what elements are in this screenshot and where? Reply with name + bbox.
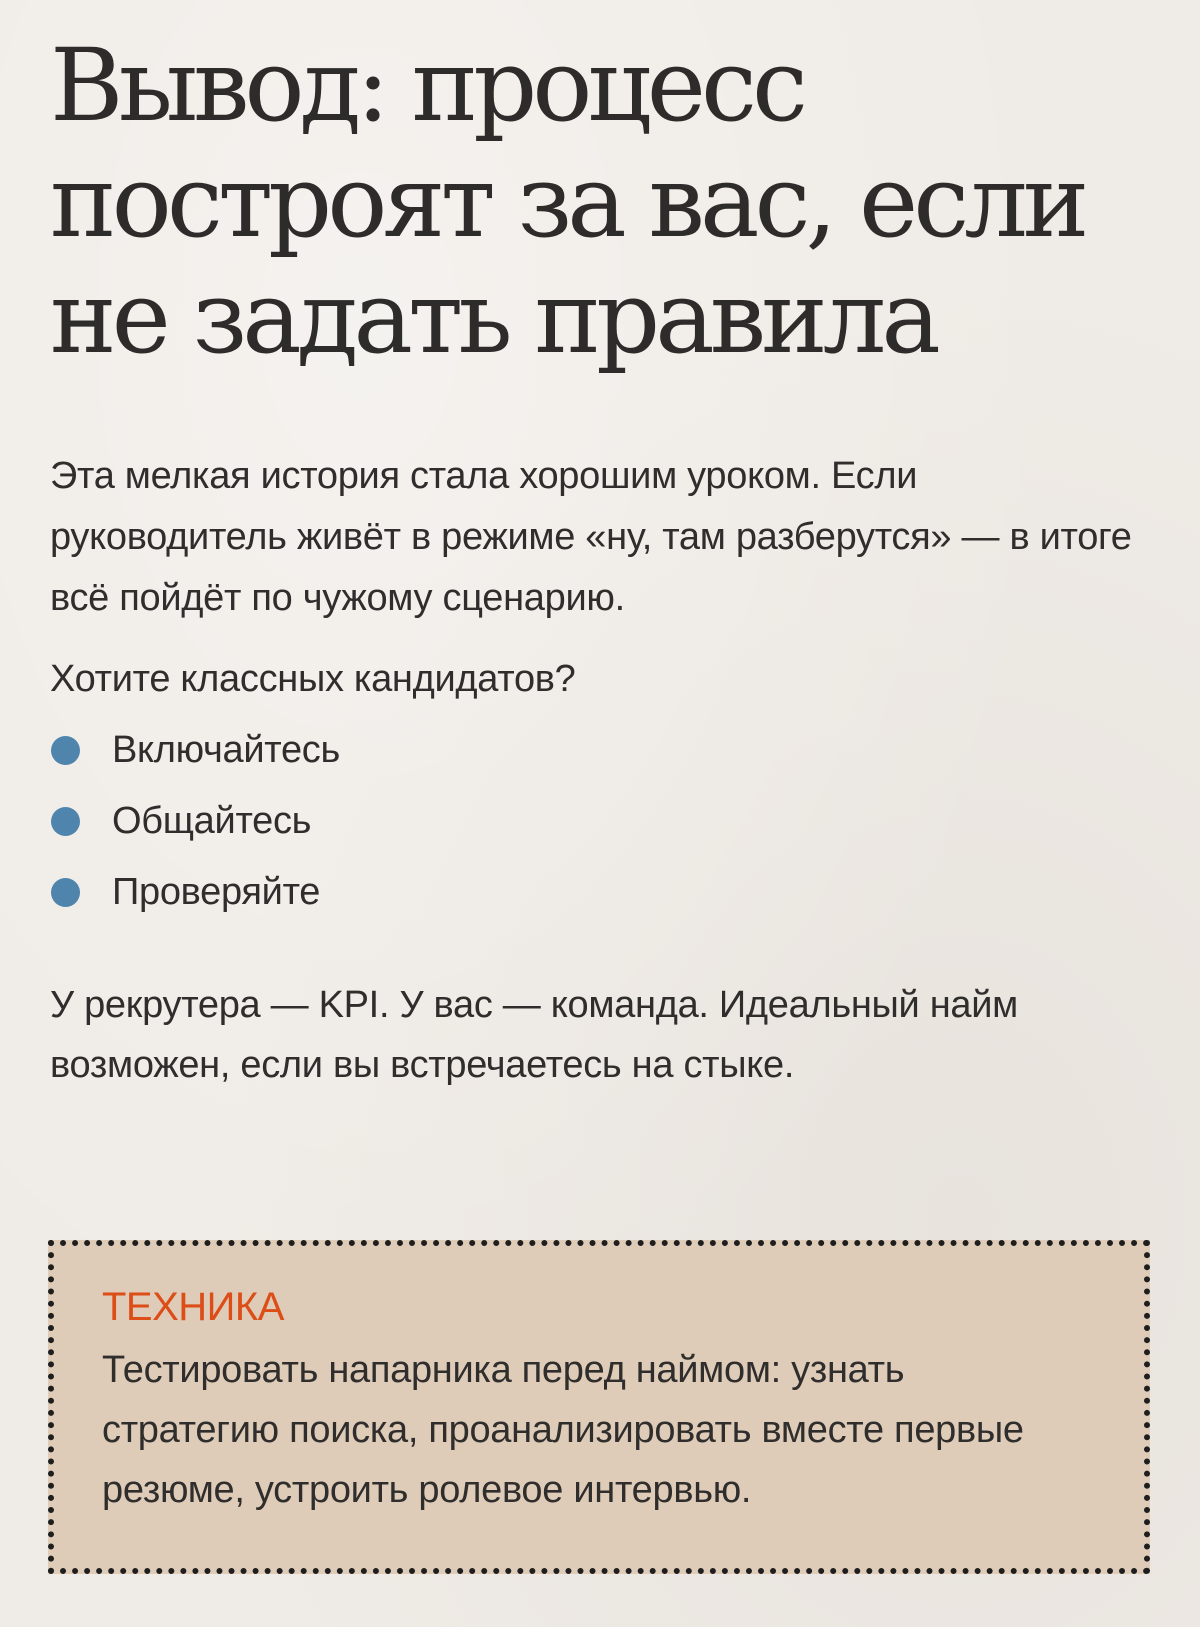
list-item-label: Проверяйте [112, 871, 321, 913]
conclusion-paragraph: У рекрутера — KPI. У вас — команда. Идеальный найм возможен, если вы встречаетесь на стыке. [50, 984, 1018, 1086]
question-text: Хотите классных кандидатов? [50, 658, 576, 700]
list-item-label: Общайтесь [112, 800, 312, 842]
list-item-label: Включайтесь [112, 729, 341, 771]
intro-paragraph: Эта мелкая история стала хорошим уроком. Если руководитель живёт в режиме «ну, там разберутся» — в итоге всё пойдёт по чужому сценарию. [50, 455, 1132, 619]
list-item [50, 793, 340, 864]
bullet-dot-icon [51, 736, 80, 765]
bullet-dot-icon [51, 807, 80, 836]
list-item [50, 864, 340, 935]
list-item [50, 722, 340, 793]
page-title: Вывод: процесс построят за вас, если не задать правила [50, 27, 1085, 376]
technique-text: Тестировать напарника перед наймом: узнать стратегию поиска, проанализировать вместе первые резюме, устроить ролевое интервью. [102, 1349, 1024, 1511]
bullet-list [50, 722, 340, 935]
technique-label: ТЕХНИКА [102, 1285, 284, 1329]
technique-callout-box [48, 1240, 1150, 1574]
bullet-dot-icon [51, 878, 80, 907]
